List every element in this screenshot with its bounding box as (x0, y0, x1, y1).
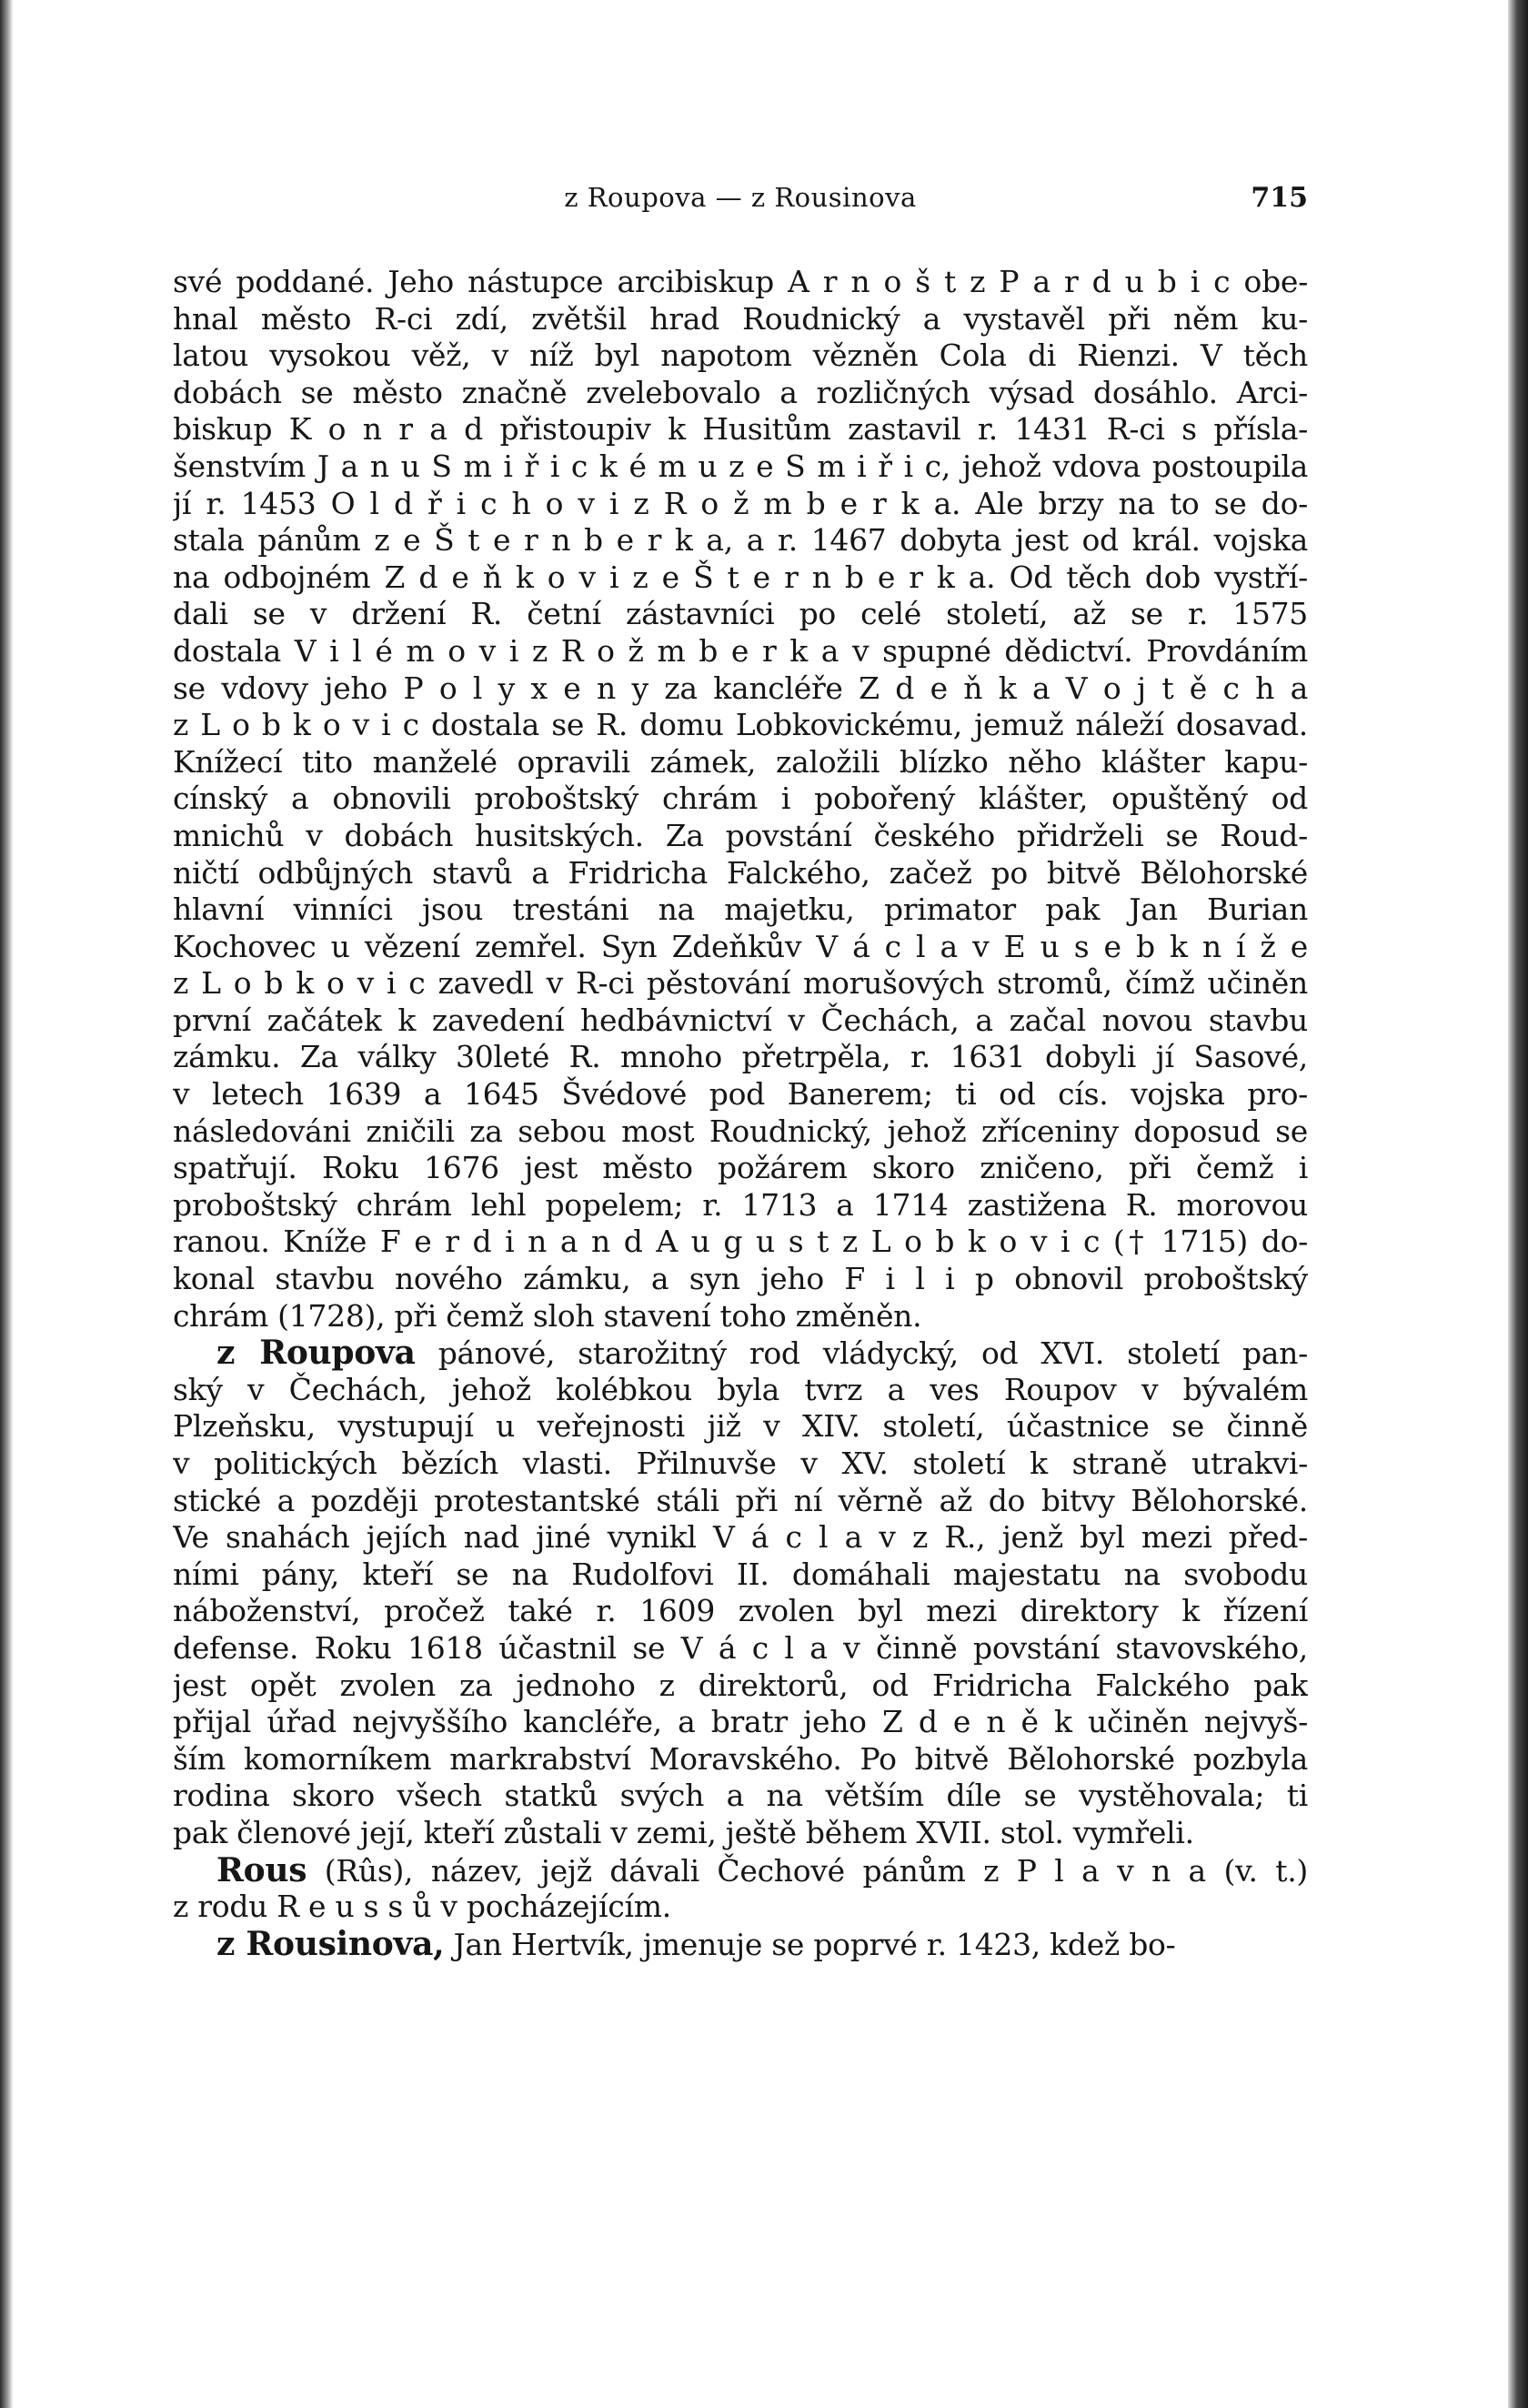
text-line (173, 522, 1308, 559)
line-text: konal stavbu nového zámku, a syn jeho F i l i p obnovil proboštský (173, 1261, 1308, 1297)
text-line (173, 1593, 1308, 1630)
line-text: stické a později protestantské stáli při ní věrně až do bitvy Bělohorské. (173, 1482, 1308, 1518)
line-text: Kochovec u vězení zemřel. Syn Zdeňkův V á c l a v E u s e b k n í ž e (173, 928, 1308, 964)
text-line (173, 1002, 1308, 1040)
text-line (173, 559, 1308, 597)
line-text: náboženství, pročež také r. 1609 zvolen byl mezi direktory k řízení (173, 1593, 1308, 1629)
line-text: Ve snahách jejích nad jiné vynikl V á c l a v z R., jenž byl mezi před- (173, 1519, 1308, 1556)
line-text: stala pánům z e Š t e r n b e r k a, a r. 1467 dobyta jest od král. vojska (173, 522, 1308, 559)
line-text: ničtí odbůjných stavů a Fridricha Falckého, začež po bitvě Bělohorské (173, 854, 1308, 891)
scan-left-edge (0, 0, 13, 2408)
text-line (173, 965, 1308, 1002)
entry-first-line (173, 1335, 1308, 1372)
line-text: dostala V i l é m o v i z R o ž m b e r k a v spupné dědictví. Provdáním (173, 632, 1308, 669)
text-line (173, 1815, 1308, 1852)
entry-headword: z Rousinova, (216, 1925, 445, 1963)
line-text: Jan Hertvík, jmenuje se poprvé r. 1423, kdež bo- (453, 1926, 1176, 1962)
line-text: dobách se město značně zvelebovalo a rozličných výsad dosáhlo. Arci- (173, 374, 1308, 410)
text-line (173, 1076, 1308, 1113)
line-text: v politických bězích vlasti. Přilnuvše v XV. století k straně utrakvi- (173, 1446, 1308, 1481)
text-line (173, 301, 1308, 338)
line-text: z L o b k o v i c dostala se R. domu Lobkovickému, jemuž náleží dosavad. (173, 707, 1308, 743)
line-text: pánové, starožitný rod vládycký, od XVI. století pan- (437, 1335, 1308, 1372)
text-line (173, 1704, 1308, 1741)
page-number: 715 (1251, 182, 1308, 214)
text-line (173, 1039, 1308, 1076)
line-text: první začátek k zavedení hedbávnictví v Čechách, a začal novou stavbu (173, 1002, 1308, 1038)
text-line (173, 1298, 1308, 1335)
line-text: z L o b k o v i c zavedl v R-ci pěstování morušových stromů, čímž učiněn (173, 965, 1308, 1002)
line-text: latou vysokou věž, v níž byl napotom vězněn Cola di Rienzi. V těch (173, 338, 1308, 374)
text-line (173, 1519, 1308, 1557)
text-line (173, 892, 1308, 929)
line-text: na odbojném Z d e ň k o v i z e Š t e r n b e r k a. Od těch dob vystří- (173, 559, 1308, 595)
text-line (173, 375, 1308, 412)
line-text: dali se v držení R. četní zástavníci po celé století, až se r. 1575 (173, 596, 1308, 632)
line-text: v letech 1639 a 1645 Švédové pod Banerem; ti od cís. vojska pro- (173, 1076, 1308, 1113)
line-text: z rodu R e u s s ů v pocházejícím. (173, 1889, 671, 1925)
line-text: následováni zničili za sebou most Roudnický, jehož zříceniny doposud se (173, 1113, 1308, 1149)
line-text: jí r. 1453 O l d ř i c h o v i z R o ž m b e r k a. Ale brzy na to se do- (173, 485, 1308, 521)
running-title: z Roupova — z Rousinova (564, 182, 917, 213)
line-text: (Rûs), název, jejž dávali Čechové pánům z P l a v n a (v. t.) (324, 1852, 1308, 1889)
text-line (173, 855, 1308, 892)
line-text: proboštský chrám lehl popelem; r. 1713 a 1714 zastižena R. morovou (173, 1186, 1308, 1223)
line-text: přijal úřad nejvyššího kancléře, a bratr jeho Z d e n ě k učiněn nejvyš- (173, 1704, 1308, 1740)
line-text: hnal město R-ci zdí, zvětšil hrad Roudnický a vystavěl při něm ku- (173, 300, 1308, 337)
line-text: rodina skoro všech statků svých a na větším díle se vystěhovala; ti (173, 1778, 1308, 1814)
text-line (173, 1187, 1308, 1224)
text-line (173, 596, 1308, 633)
text-line (173, 1483, 1308, 1520)
line-text: ními pány, kteří se na Rudolfovi II. domáhali majestatu na svobodu (173, 1556, 1308, 1592)
entry-headword: Rous (216, 1851, 307, 1889)
text-line (173, 1630, 1308, 1667)
text-line (173, 1667, 1308, 1705)
line-text: chrám (1728), při čemž sloh stavení toho změněn. (173, 1297, 922, 1334)
text-line (173, 486, 1308, 523)
text-line (173, 1741, 1308, 1778)
line-text: se vdovy jeho P o l y x e n y za kancléře Z d e ň k a V o j t ě c h a (173, 670, 1308, 706)
line-text: Plzeňsku, vystupují u veřejnosti již v XIV. století, účastnice se činně (173, 1408, 1308, 1445)
line-text: zámku. Za války 30leté R. mnoho přetrpěla, r. 1631 dobyli jí Sasové, (173, 1039, 1308, 1075)
text-line (173, 781, 1308, 818)
text-line (173, 818, 1308, 855)
line-text: mnichů v dobách husitských. Za povstání českého přidrželi se Roud- (173, 817, 1308, 853)
line-text: ším komorníkem markrabství Moravského. Po bitvě Bělohorské pozbyla (173, 1740, 1308, 1777)
text-line (173, 1113, 1308, 1151)
text-line (173, 707, 1308, 744)
entry-first-line (173, 1852, 1308, 1889)
line-text: hlavní vinníci jsou trestáni na majetku, primator pak Jan Burian (173, 892, 1308, 928)
text-line (173, 1557, 1308, 1594)
line-text: ranou. Kníže F e r d i n a n d A u g u s t z L o b k o v i c († 1715) do- (173, 1224, 1308, 1260)
text-line (173, 411, 1308, 448)
text-line (173, 264, 1308, 301)
line-text: defense. Roku 1618 účastnil se V á c l a v činně povstání stavovského, (173, 1629, 1308, 1666)
text-line (173, 633, 1308, 670)
line-text: cínský a obnovili proboštský chrám i pobořený klášter, opuštěný od (173, 781, 1308, 817)
text-line (173, 1261, 1308, 1298)
text-line (173, 1224, 1308, 1261)
text-line (173, 1889, 1308, 1926)
scan-right-edge (1508, 0, 1528, 2408)
line-text: Knížecí tito manželé opravili zámek, založili blízko něho klášter kapu- (173, 743, 1308, 780)
line-text: šenstvím J a n u S m i ř i c k é m u z e S m i ř i c, jehož vdova postoupila (173, 448, 1308, 484)
text-line (173, 929, 1308, 966)
text-line (173, 1372, 1308, 1409)
line-text: jest opět zvolen za jednoho z direktorů, od Fridricha Falckého pak (173, 1667, 1308, 1703)
text-line (173, 744, 1308, 781)
page-body (173, 264, 1308, 1962)
text-line (173, 1408, 1308, 1446)
text-line (173, 1778, 1308, 1815)
line-text: pak členové její, kteří zůstali v zemi, ještě během XVII. stol. vymřeli. (173, 1814, 1194, 1850)
line-text: ský v Čechách, jehož kolébkou byla tvrz a ves Roupov v bývalém (173, 1371, 1308, 1407)
text-line (173, 1446, 1308, 1483)
text-line (173, 1150, 1308, 1187)
text-line (173, 670, 1308, 708)
entry-headword: z Roupova (216, 1335, 416, 1372)
entry-first-line (173, 1926, 1308, 1963)
line-text: spatřují. Roku 1676 jest město požárem skoro zničeno, při čemž i (173, 1150, 1308, 1186)
line-text: biskup K o n r a d přistoupiv k Husitům zastavil r. 1431 R-ci s přísla- (173, 411, 1308, 448)
page-header (173, 182, 1308, 226)
text-line (173, 338, 1308, 375)
text-line (173, 448, 1308, 486)
line-text: své poddané. Jeho nástupce arcibiskup A r n o š t z P a r d u b i c obe- (173, 264, 1308, 299)
